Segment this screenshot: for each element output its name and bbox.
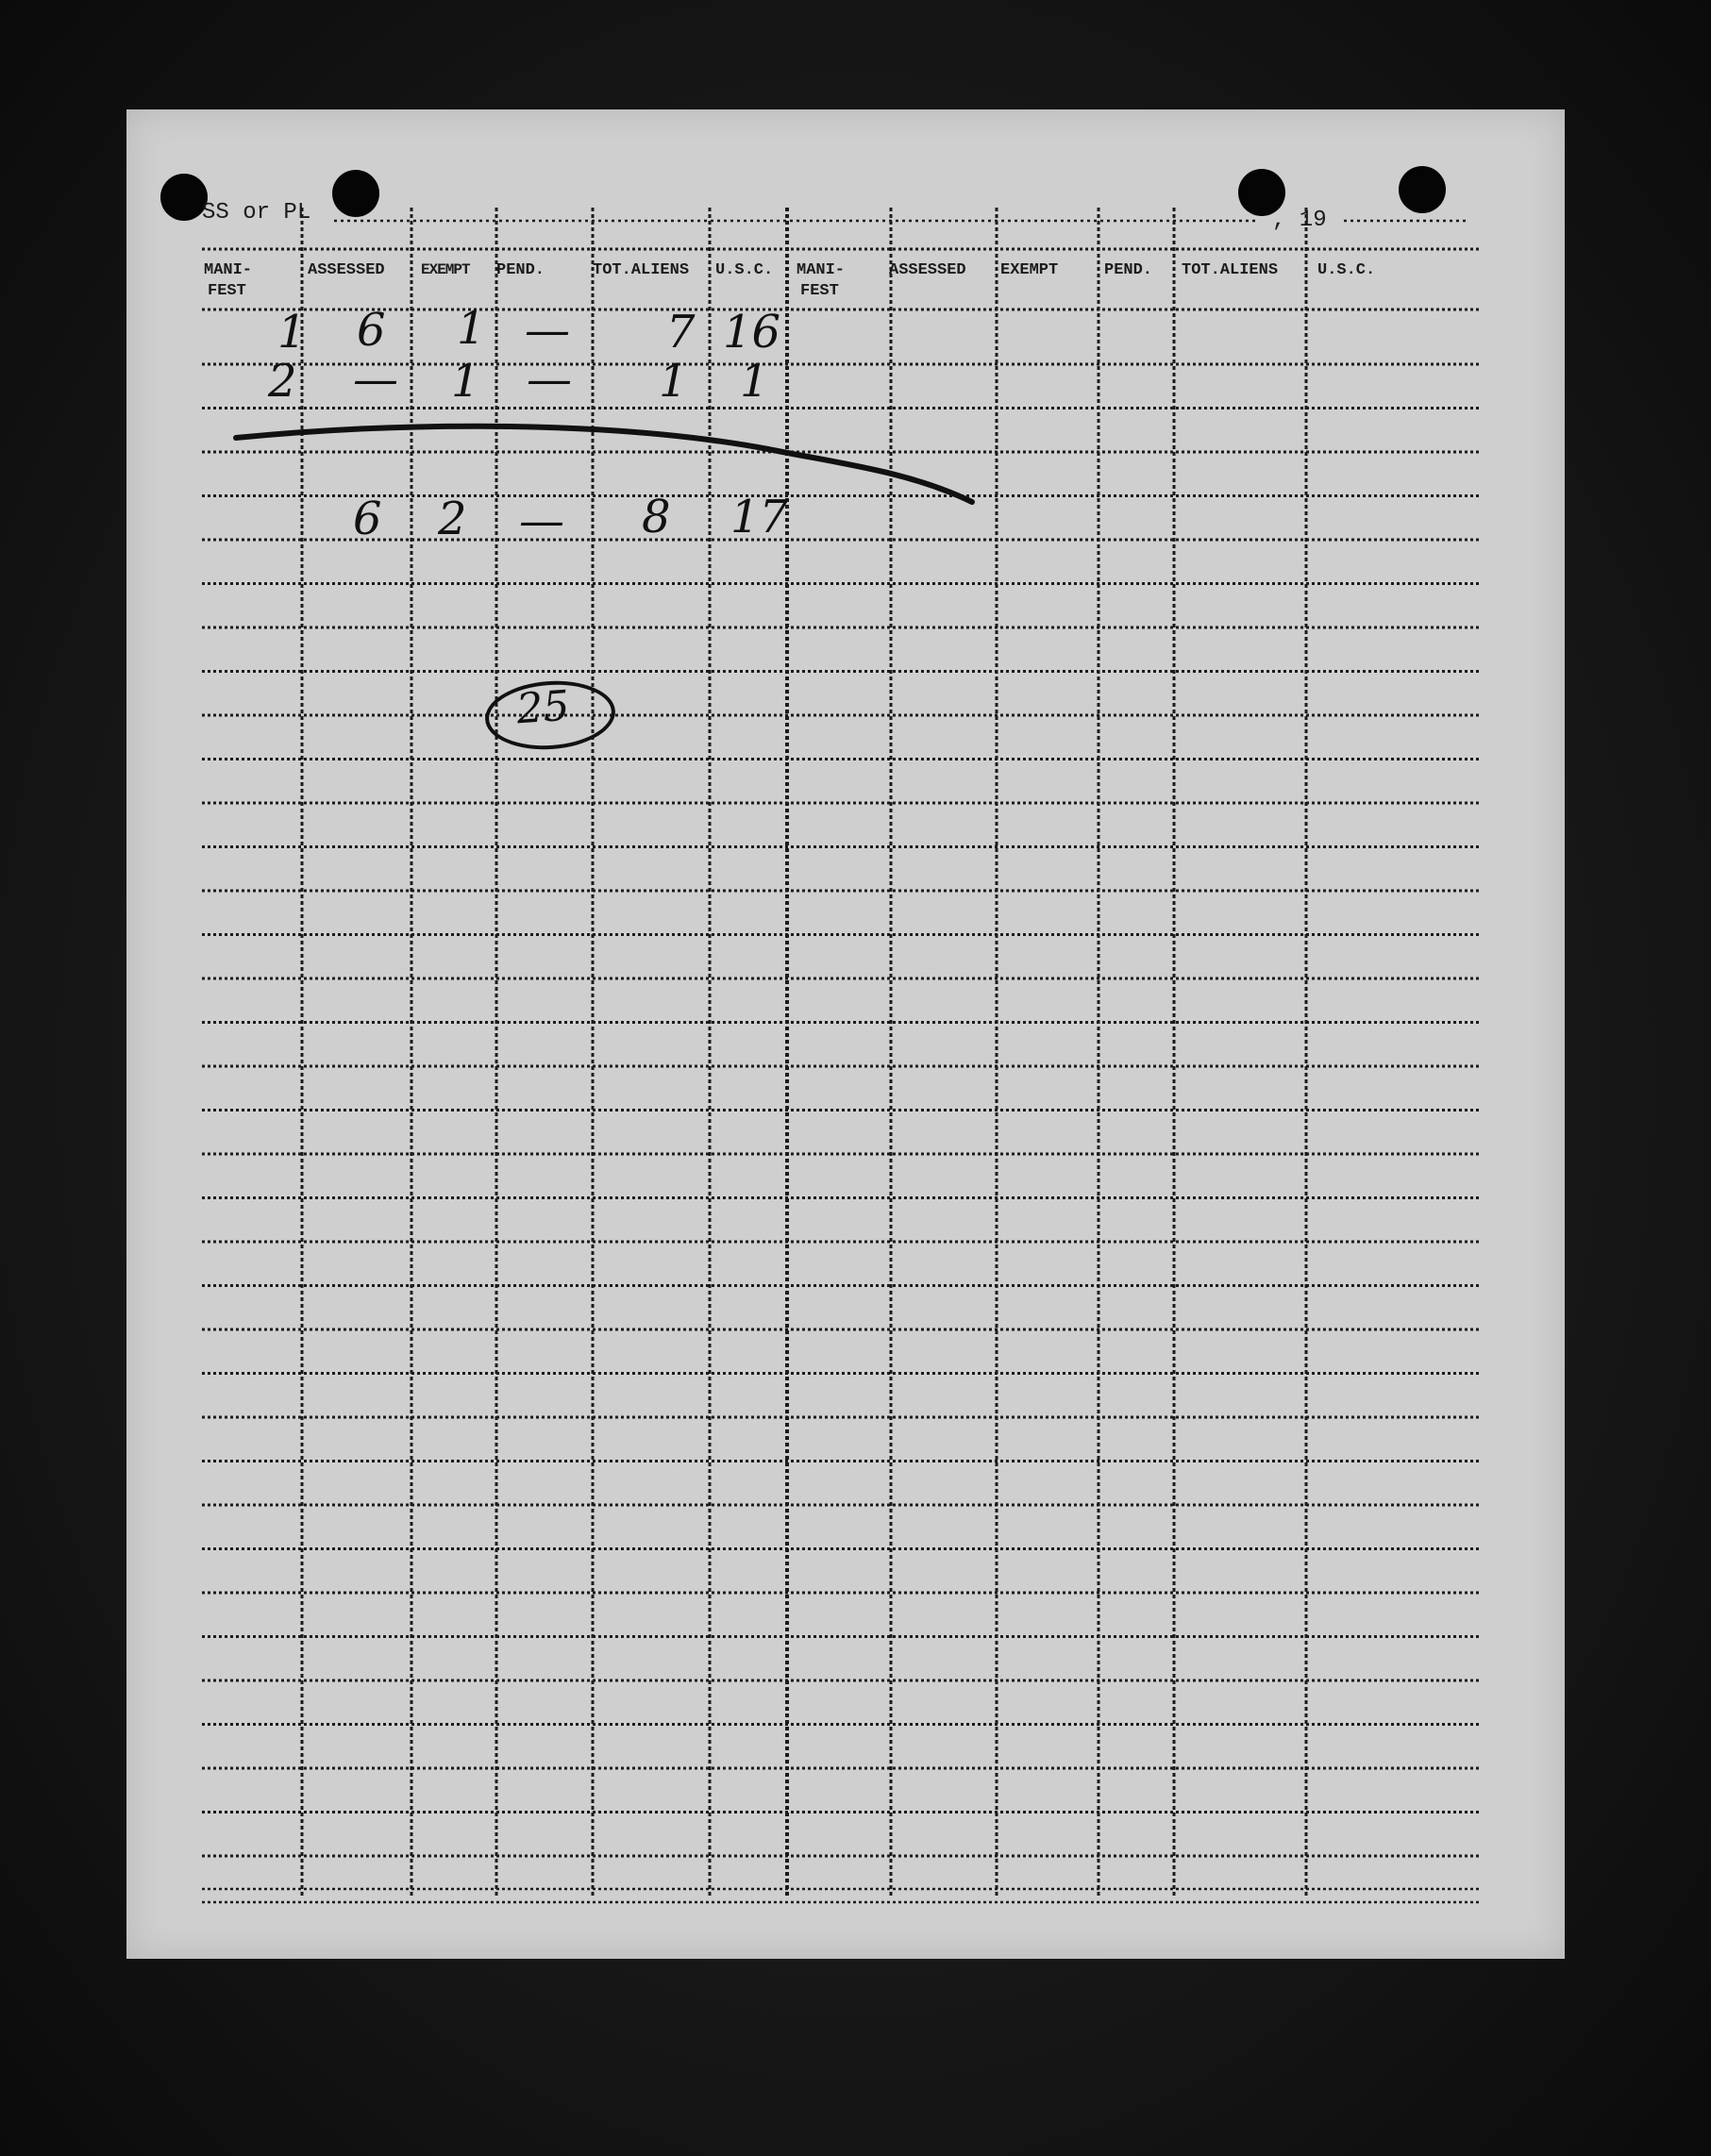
- year-prefix: , 19: [1272, 208, 1327, 233]
- hw-total-usc: 17: [730, 491, 789, 543]
- hw-total-assessed: 6: [353, 493, 382, 545]
- col-header-tot-aliens-right: TOT.ALIENS: [1182, 261, 1279, 279]
- col-header-usc-left: U.S.C.: [715, 261, 774, 279]
- col-header-pend-left: PEND.: [496, 261, 545, 279]
- col-header-pend-right: PEND.: [1104, 261, 1153, 279]
- col-header-tot-aliens-left: TOT.ALIENS: [593, 261, 690, 279]
- manifest-tally-sheet: [126, 109, 1565, 1959]
- hw-tot-aliens: 7: [666, 306, 696, 359]
- col-header-manifest-right: MANI-: [797, 261, 846, 279]
- hw-exempt: 1: [457, 302, 486, 355]
- hw-total-tot-aliens: 8: [642, 491, 671, 543]
- ss-or-pl-label: SS or PL: [202, 200, 311, 226]
- col-header-manifest-left-2: FEST: [208, 282, 246, 300]
- hw-pend: —: [525, 304, 570, 357]
- hw-usc: 16: [723, 306, 781, 359]
- col-header-usc-right: U.S.C.: [1317, 261, 1376, 279]
- form-grid: [126, 109, 1565, 1959]
- col-header-assessed-right: ASSESSED: [889, 261, 966, 279]
- hw-usc: 1: [740, 355, 769, 408]
- hw-assessed: 6: [357, 304, 386, 357]
- col-header-manifest-right-2: FEST: [800, 282, 839, 300]
- hw-tot-aliens: 1: [659, 355, 688, 408]
- hw-total-exempt: 2: [438, 493, 467, 545]
- col-header-assessed-left: ASSESSED: [308, 261, 385, 279]
- col-header-manifest-left: MANI-: [204, 261, 253, 279]
- hw-assessed: —: [353, 353, 398, 406]
- col-header-exempt-left: EXEMPT: [421, 261, 470, 278]
- hw-exempt: 1: [451, 355, 480, 408]
- hw-grand-total: 25: [514, 681, 572, 734]
- col-header-exempt-right: EXEMPT: [1000, 261, 1059, 279]
- hw-pend: —: [527, 353, 572, 406]
- hw-total-pend: —: [519, 494, 564, 547]
- hw-manifest: 1: [277, 306, 307, 359]
- hw-manifest: 2: [268, 355, 297, 408]
